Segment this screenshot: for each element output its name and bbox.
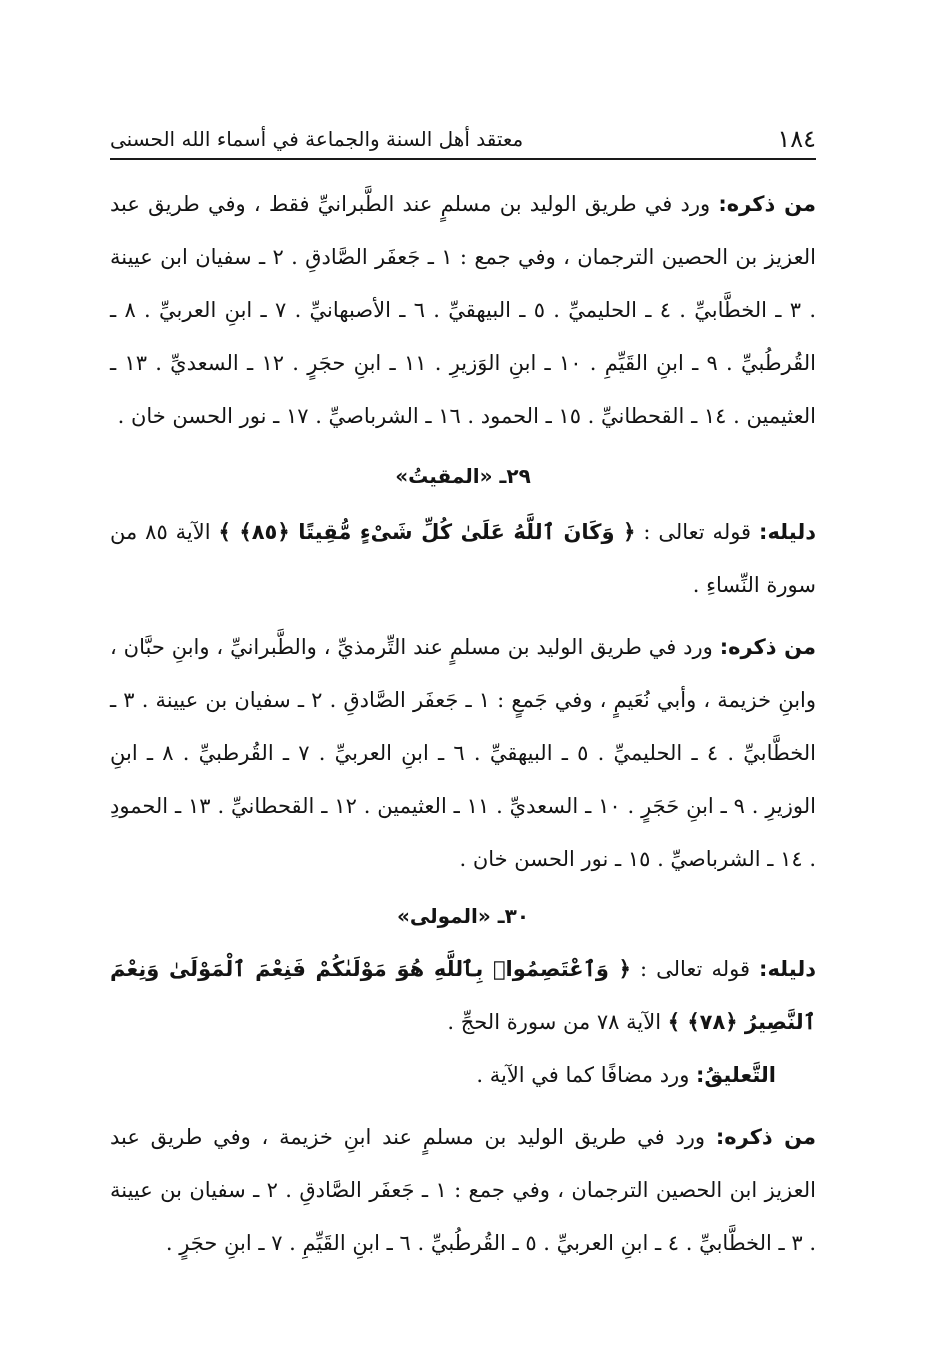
paragraph-text: قوله تعالى :: [630, 957, 760, 981]
paragraph-lead: التَّعليقُ:: [696, 1063, 776, 1087]
paragraph-mentioned-by: [110, 1111, 816, 1270]
paragraph-text: الآية ٨٥ من سورة النِّساءِ .: [110, 520, 816, 597]
quran-verse: ﴿ وَكَانَ ٱللَّهُ عَلَىٰ كُلِّ شَىْءٍ مُّقِيتًا ﴿٨٥﴾ ﴾: [218, 520, 636, 544]
paragraph-text: ورد في طريق الوليد بن مسلمٍ عند التِّرمذيِّ ، والطَّبرانيِّ ، وابنِ حبَّان ، وابنِ خزيمة ، وأبي نُعَيمٍ ، وفي جَمعٍ : ١ ـ جَعفَر الصَّادقِ . ٢ ـ سفيان بن عيينة . ٣ ـ الخطَّابيِّ . ٤ ـ الحليميِّ . ٥ ـ البيهقيِّ . ٦ ـ ابنِ العربيِّ . ٧ ـ القُرطبيِّ . ٨ ـ ابنِ الوزيرِ . ٩ ـ ابنِ حَجَرٍ . ١٠ ـ السعديِّ . ١١ ـ العثيمين . ١٢ ـ القحطانيِّ . ١٣ ـ الحمودِ . ١٤ ـ الشرباصيِّ . ١٥ ـ نور الحسن خان .: [110, 635, 817, 871]
paragraph-mentioned-by: [110, 621, 816, 886]
paragraph-text: ورد مضافًا كما في الآية .: [476, 1063, 697, 1087]
paragraph-text: الآية ٧٨ من سورة الحجِّ .: [447, 1010, 668, 1034]
paragraph-evidence: [110, 943, 816, 1049]
page-header: [110, 125, 816, 157]
paragraph-lead: من ذكره:: [715, 1125, 816, 1149]
paragraph-lead: دليله:: [759, 957, 816, 981]
paragraph-text: ورد في طريق الوليد بن مسلمٍ عند ابنِ خزيمة ، وفي طريق عبد العزيز ابن الحصين الترجمان ، وفي جمع : ١ ـ جَعفَر الصَّادقِ . ٢ ـ سفيان بن عيينة . ٣ ـ الخطَّابيِّ . ٤ ـ ابنِ العربيِّ . ٥ ـ القُرطُبيِّ . ٦ ـ ابنِ القَيِّمِ . ٧ ـ ابنِ حجَرٍ .: [110, 1125, 816, 1255]
paragraph-evidence: [110, 506, 816, 612]
running-title: معتقد أهل السنة والجماعة في أسماء الله الحسنى: [110, 127, 524, 151]
section-heading-al-muqit: ٢٩ـ «المقيتُ»: [395, 464, 531, 488]
paragraph-text: قوله تعالى :: [635, 520, 760, 544]
header-rule: [110, 158, 816, 160]
page-number: ١٨٤: [777, 125, 816, 153]
section-heading-al-mawla: ٣٠ـ «المولى»: [396, 904, 530, 928]
quran-verse: ﴿ وَٱعْتَصِمُوا۟ بِٱللَّهِ هُوَ مَوْلَىٰكُمْ فَنِعْمَ ٱلْمَوْلَىٰ وَنِعْمَ ٱلنَّصِيرُ ﴿٧٨﴾ ﴾: [110, 957, 816, 1034]
page-body: [110, 178, 816, 1279]
paragraph-lead: من ذكره:: [719, 635, 816, 659]
paragraph-mentioned-by: [110, 178, 816, 443]
paragraph-lead: دليله:: [759, 520, 816, 544]
paragraph-text: ورد في طريق الوليد بن مسلمٍ عند الطَّبرانيِّ فقط ، وفي طريق عبد العزيز بن الحصين الترجمان ، وفي جمع : ١ ـ جَعفَر الصَّادقِ . ٢ ـ سفيان ابن عيينة . ٣ ـ الخطَّابيِّ . ٤ ـ الحليميِّ . ٥ ـ البيهقيِّ . ٦ ـ الأصبهانيِّ . ٧ ـ ابنِ العربيِّ . ٨ ـ القُرطُبيِّ . ٩ ـ ابنِ القَيِّمِ . ١٠ ـ ابنِ الوَزيرِ . ١١ ـ ابنِ حجَرٍ . ١٢ ـ السعديِّ . ١٣ ـ العثيمين . ١٤ ـ القحطانيِّ . ١٥ ـ الحمود . ١٦ ـ الشرباصيِّ . ١٧ ـ نور الحسن خان .: [110, 192, 816, 428]
paragraph-commentary: [110, 1049, 816, 1102]
paragraph-lead: من ذكره:: [718, 192, 816, 216]
